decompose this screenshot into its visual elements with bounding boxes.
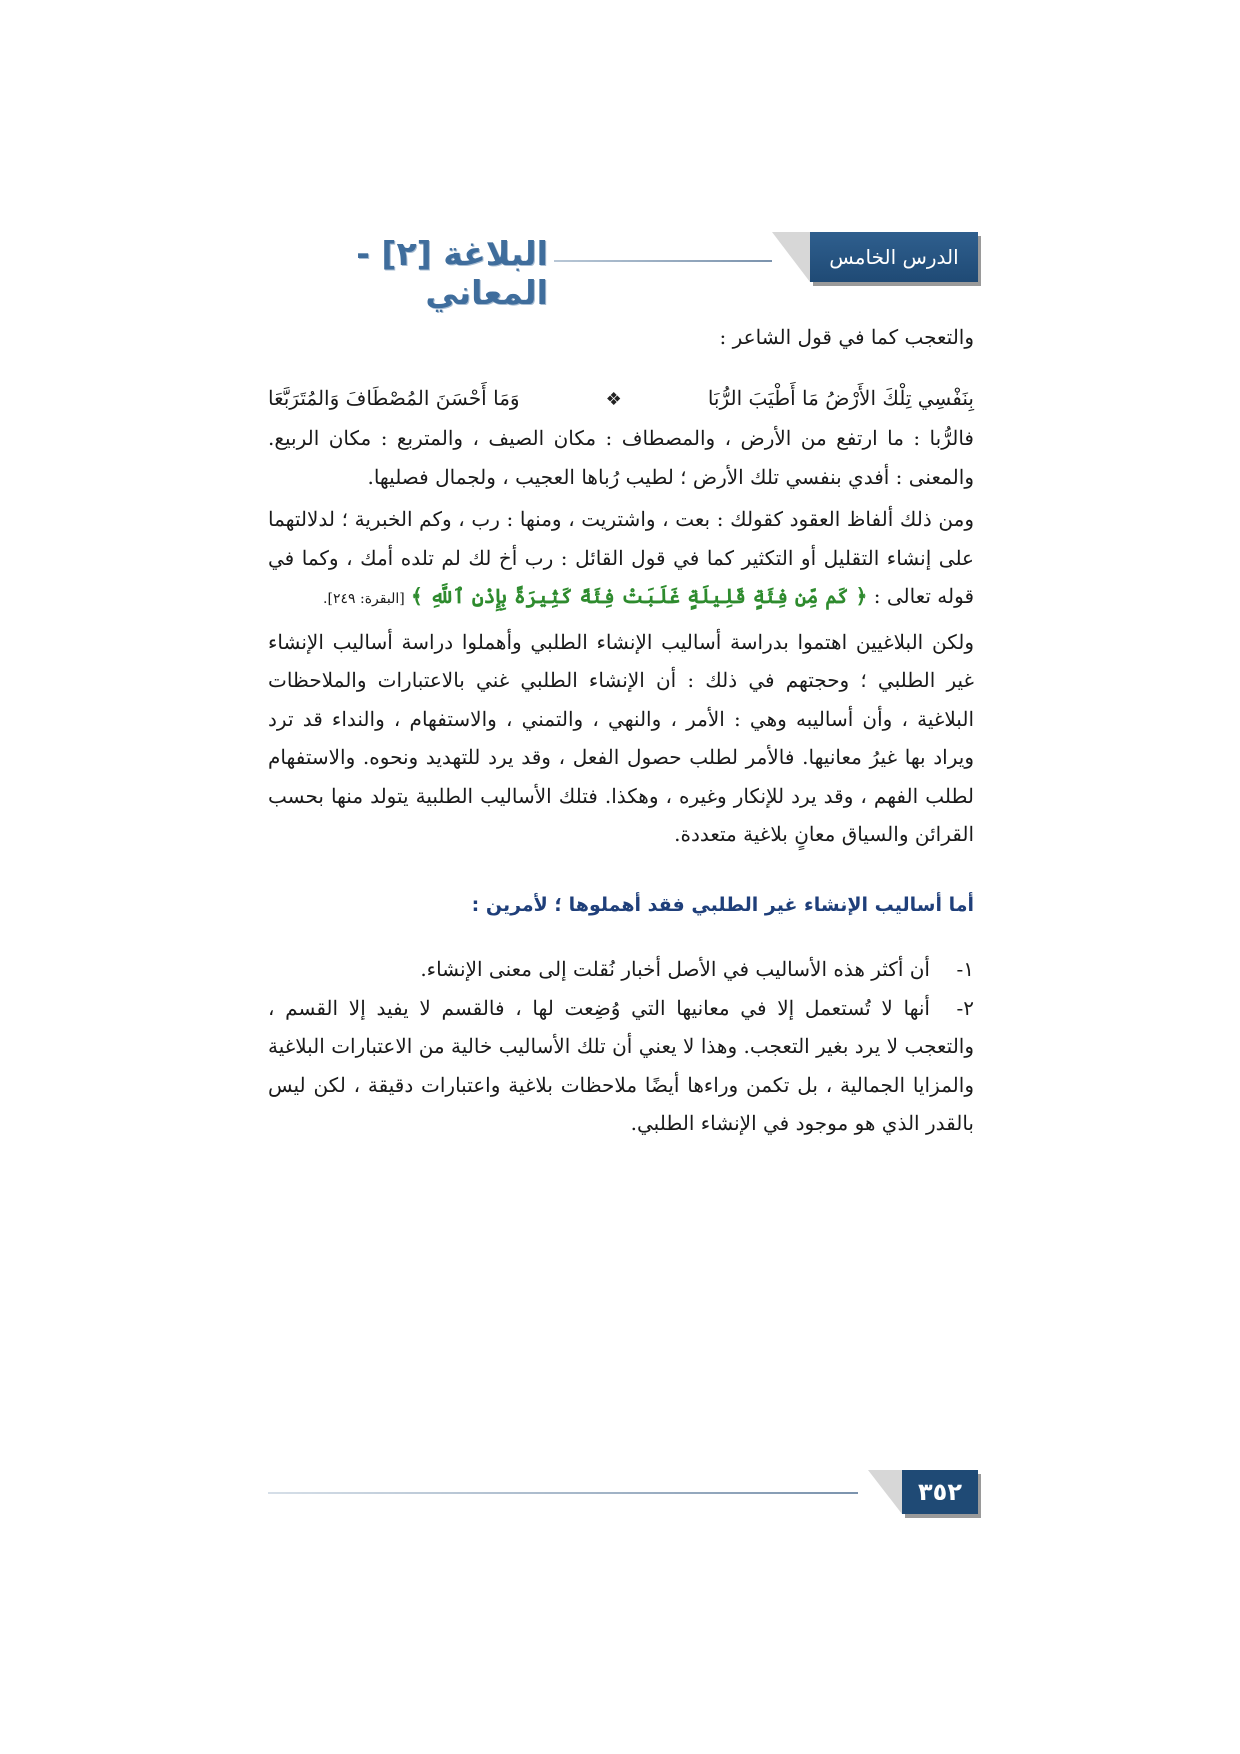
verse-first-hemistich: بِنَفْسِي تِلْكَ الأَرْضُ مَا أَطْيَبَ الرُّبَا [707, 385, 974, 410]
footer-divider [268, 1492, 858, 1494]
contracts-paragraph [268, 500, 974, 619]
quran-verse: ﴿ كَم مِّن فِئَةٍ قَلِيلَةٍ غَلَبَتْ فِئَةً كَثِيرَةً بِإِذْنِ ٱللَّهِ ﴾ [411, 584, 868, 608]
list-item-number: ١- [956, 957, 974, 981]
verse-separator-icon: ❖ [605, 388, 622, 410]
page-footer [268, 1470, 978, 1520]
list-item [268, 950, 974, 989]
intro-text: والتعجب كما في قول الشاعر : [719, 325, 974, 349]
list-item-number: ٢- [956, 995, 974, 1020]
list-item-text: أنها لا تُستعمل إلا في معانيها التي وُضِعت لها ، فالقسم لا يفيد إلا القسم ، والتعجب لا يرد بغير التعجب. وهذا لا يعني أن تلك الأساليب خالية من الاعتبارات البلاغية والمزايا الجمالية ، بل تكمن وراءها أيضًا ملاحظات بلاغية واعتبارات دقيقة ، لكن ليس بالقدر الذي هو موجود في الإنشاء الطلبي. [268, 995, 975, 1135]
book-title: البلاغة [٢] - المعاني [356, 234, 548, 312]
verse-second-hemistich: وَمَا أَحْسَنَ المُصْطَافَ وَالمُتَرَبَّعَا [268, 385, 520, 410]
quran-reference: [البقرة: ٢٤٩]. [323, 591, 405, 607]
section-subheading: أما أساليب الإنشاء غير الطلبي فقد أهملوها ؛ لأمرين : [471, 893, 974, 916]
list-item [268, 989, 974, 1143]
page-header [268, 232, 978, 319]
poetry-verse [268, 379, 974, 420]
contracts-text: ومن ذلك ألفاظ العقود كقولك : بعت ، واشتريت ، ومنها : رب ، وكم الخبرية ؛ لدلالتهما على إنشاء التقليل أو التكثير كما في قول القائل : رب أخ لك لم تلده أمك ، وكما في قوله تعالى : [268, 507, 974, 608]
page-body [268, 318, 974, 1143]
verse-explanation-paragraph: فالرُّبا : ما ارتفع من الأرض ، والمصطاف : مكان الصيف ، والمتربع : مكان الربيع. والمعنى : أفدي بنفسي تلك الأرض ؛ لطيب رُباها العجيب ، ولجمال فصليها. [268, 426, 974, 489]
lesson-label: الدرس الخامس عشر [810, 232, 978, 282]
page-number: ٣٥٢ [902, 1470, 978, 1514]
list-item-text: أن أكثر هذه الأساليب في الأصل أخبار نُقلت إلى معنى الإنشاء. [420, 957, 930, 981]
header-divider [554, 260, 772, 262]
rhetoricians-paragraph: ولكن البلاغيين اهتموا بدراسة أساليب الإنشاء الطلبي وأهملوا دراسة أساليب الإنشاء غير الطلبي ؛ وحجتهم في ذلك : أن الإنشاء الطلبي غني بالاعتبارات والملاحظات البلاغية ، وأن أساليبه وهي : الأمر ، والنهي ، والتمني ، والاستفهام ، والنداء قد ترد ويراد بها غيرُ معانيها. فالأمر لطلب حصول الفعل ، وقد يرد للتهديد ونحوه. والاستفهام لطلب الفهم ، وقد يرد للإنكار وغيره ، وهكذا. فتلك الأساليب الطلبية يتولد منها بحسب القرائن والسياق معانٍ بلاغية متعددة. [268, 629, 974, 846]
